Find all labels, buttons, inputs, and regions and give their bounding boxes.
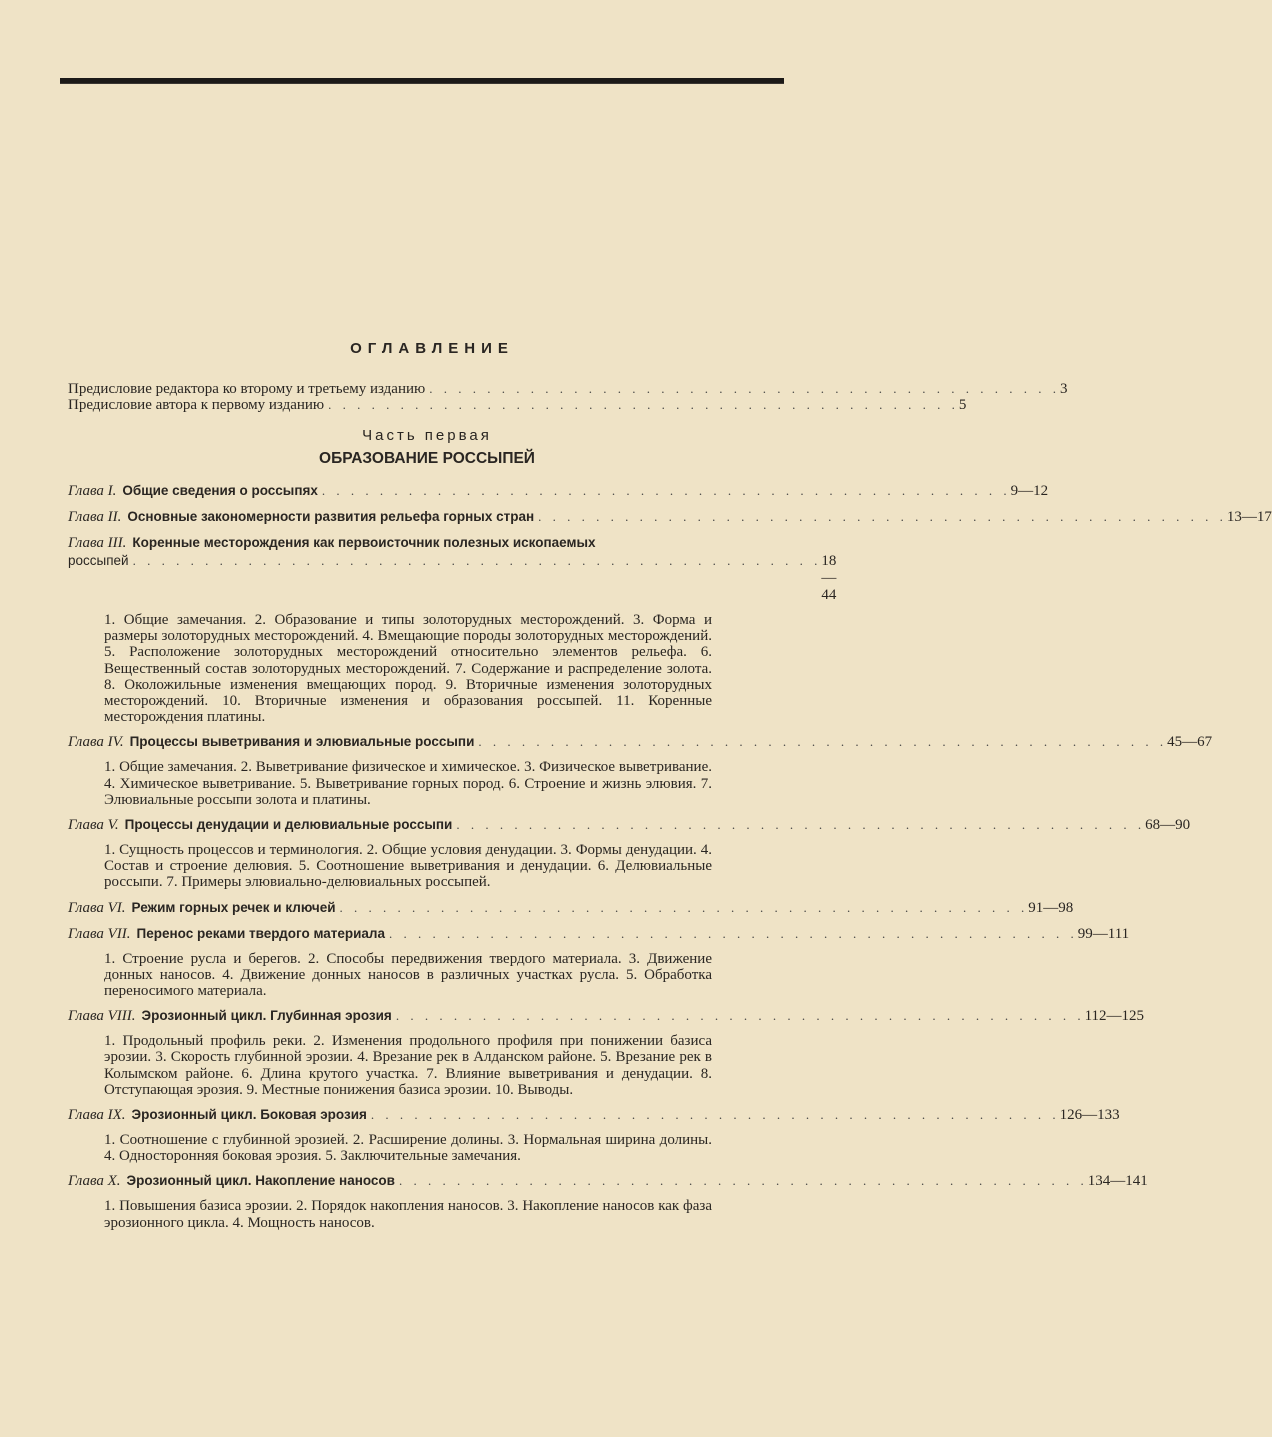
toc-item-title: Предисловие редактора ко второму и третьему изданию — [68, 381, 429, 397]
chapter-title: Эрозионный цикл. Накопление наносов — [126, 1173, 395, 1189]
leader-dots: . . . . . . . . . . . . . . . . . . . . . . . . . . . . . . . . . . . . . . . . . . . . . . . . — [321, 483, 1011, 498]
chapter-heading[interactable] — [68, 508, 1272, 526]
part-title: ОБРАЗОВАНИЕ РОССЫПЕЙ — [319, 450, 535, 467]
chapter-label: Глава IX. — [68, 1107, 126, 1124]
toc-item-page: 5 — [958, 397, 967, 413]
toc-item-page: 3 — [1059, 381, 1068, 397]
chapter-heading[interactable] — [68, 733, 1213, 751]
chapter-entry — [68, 508, 1272, 526]
chapter-label: Глава X. — [68, 1173, 121, 1190]
chapter-entry — [68, 899, 1074, 917]
leader-dots: . . . . . . . . . . . . . . . . . . . . . . . . . . . . . . . . . . . . . . . . . . . . . . . . — [132, 553, 822, 568]
leader-dots: . . . . . . . . . . . . . . . . . . . . . . . . . . . . . . . . . . . . . . . . . . . . — [328, 397, 959, 412]
leader-dots: . . . . . . . . . . . . . . . . . . . . . . . . . . . . . . . . . . . . . . . . . . . . . . . . — [395, 1008, 1085, 1024]
leader-dots: . . . . . . . . . . . . . . . . . . . . . . . . . . . . . . . . . . . . . . . . . . . . . . . . — [456, 817, 1146, 833]
chapter-heading[interactable] — [68, 534, 786, 552]
chapter-heading[interactable] — [68, 899, 1074, 917]
chapter-heading[interactable] — [68, 1106, 1120, 1124]
chapter-pages: 134—141 — [1087, 1173, 1148, 1190]
chapter-heading[interactable] — [68, 816, 1191, 834]
chapter-pages: 126—133 — [1059, 1107, 1120, 1124]
chapter-heading[interactable] — [68, 482, 1049, 500]
chapter-label: Глава VII. — [68, 925, 131, 942]
chapter-title: Процессы выветривания и элювиальные россыпи — [129, 734, 475, 750]
chapter-title: Процессы денудации и делювиальные россыпи — [124, 817, 453, 833]
leader-dots: . . . . . . . . . . . . . . . . . . . . . . . . . . . . . . . . . . . . . . . . . . . . . . . . — [339, 899, 1029, 915]
chapter-pages: 45—67 — [1167, 734, 1213, 751]
chapter-label: Глава V. — [68, 817, 119, 834]
chapter-entry — [68, 1172, 1148, 1231]
chapter-sections: 1. Строение русла и берегов. 2. Способы передвижения твердого материала. 3. Движение донных наносов. 4. Движение донных наносов в различных участках русла. 5. Обработка переносимого материала. — [104, 950, 712, 1000]
leader-dots: . . . . . . . . . . . . . . . . . . . . . . . . . . . . . . . . . . . . . . . . . . . . . . . . — [398, 1173, 1088, 1189]
chapter-label: Глава III. — [68, 535, 127, 551]
chapter-title: Режим горных речек и ключей — [131, 899, 336, 915]
leader-dots: . . . . . . . . . . . . . . . . . . . . . . . . . . . . . . . . . . . . . . . . . . . . — [429, 381, 1060, 396]
chapter-entry — [68, 534, 837, 726]
chapter-pages: 112—125 — [1084, 1008, 1145, 1025]
chapter-sections: 1. Повышения базиса эрозии. 2. Порядок накопления наносов. 3. Накопление наносов как фаза эрозионного цикла. 4. Мощность наносов. — [104, 1198, 712, 1231]
chapter-sections: 1. Общие замечания. 2. Образование и типы золоторудных месторождений. 3. Форма и размеры золоторудных месторождений. 4. Вмещающие породы золоторудных месторождений. 5. Расположение золоторудных месторождений относительно элементов рельефа. 6. Вещественный состав золоторудных месторождений. 7. Содержание и распределение золота. 8. Околожильные изменения вмещающих пород. 9. Вторичные изменения золоторудных месторождений. 10. Вторичные изменения и образования россыпей. 11. Коренные месторождения платины. — [104, 612, 712, 726]
chapter-heading[interactable] — [68, 925, 1130, 943]
chapter-entry — [68, 816, 1191, 891]
chapter-entry — [68, 733, 1213, 808]
chapter-entry — [68, 1007, 1145, 1098]
chapter-title: Коренные месторождения как первоисточник полезных ископаемых — [132, 535, 596, 550]
chapter-label: Глава VIII. — [68, 1008, 136, 1025]
toc-item-title: Предисловие автора к первому изданию — [68, 397, 328, 413]
leader-dots: . . . . . . . . . . . . . . . . . . . . . . . . . . . . . . . . . . . . . . . . . . . . . . . . — [370, 1107, 1060, 1123]
chapter-pages: 9—12 — [1010, 483, 1049, 499]
chapter-sections: 1. Соотношение с глубинной эрозией. 2. Расширение долины. 3. Нормальная ширина долины. 4. Односторонняя боковая эрозия. 5. Заключительные замечания. — [104, 1132, 712, 1165]
chapter-title-continued: россыпей — [68, 553, 129, 568]
leader-dots: . . . . . . . . . . . . . . . . . . . . . . . . . . . . . . . . . . . . . . . . . . . . . . . . — [478, 734, 1168, 750]
chapter-heading[interactable] — [68, 1007, 1145, 1025]
chapter-entry — [68, 482, 1049, 500]
chapter-label: Глава IV. — [68, 734, 124, 751]
chapter-sections: 1. Продольный профиль реки. 2. Изменения продольного профиля при понижении базиса эрозии. 3. Скорость глубинной эрозии. 4. Врезание рек в Алданском районе. 5. Врезание рек в Колымском районе. 6. Длина крутого участка. 7. Влияние выветривания и денудации. 8. Отступающая эрозия. 9. Местные понижения базиса эрозии. 10. Выводы. — [104, 1033, 712, 1098]
toc-front-item[interactable] — [68, 381, 1068, 397]
chapter-title: Перенос реками твердого материала — [136, 925, 386, 941]
chapter-title: Эрозионный цикл. Боковая эрозия — [131, 1107, 367, 1123]
toc-front-item[interactable] — [68, 397, 967, 413]
chapter-pages: 91—98 — [1028, 899, 1074, 916]
chapter-pages: 68—90 — [1145, 817, 1191, 834]
table-of-contents — [68, 340, 1272, 1231]
chapter-label: Глава II. — [68, 509, 122, 525]
chapter-title: Основные закономерности развития рельефа горных стран — [127, 509, 535, 524]
top-rule — [60, 78, 784, 84]
chapter-pages: 13—17 — [1226, 509, 1272, 525]
chapter-entry — [68, 1106, 1120, 1165]
chapter-sections: 1. Сущность процессов и терминология. 2. Общие условия денудации. 3. Формы денудации. 4. Состав и строение делювия. 5. Соотношение выветривания и денудации. 6. Делювиальные россыпи. 7. Примеры элювиально-делювиальных россыпей. — [104, 842, 712, 891]
chapter-title: Общие сведения о россыпях — [122, 483, 318, 498]
chapter-pages: 18—44 — [821, 553, 837, 603]
part-label: Часть первая — [362, 427, 492, 444]
chapter-label: Глава VI. — [68, 899, 126, 916]
leader-dots: . . . . . . . . . . . . . . . . . . . . . . . . . . . . . . . . . . . . . . . . . . . . . . . . — [538, 509, 1227, 524]
chapter-entry — [68, 925, 1130, 1000]
chapter-title: Эрозионный цикл. Глубинная эрозия — [141, 1008, 392, 1024]
page-title: ОГЛАВЛЕНИЕ — [350, 340, 514, 357]
chapter-list — [68, 482, 1272, 1231]
chapter-label: Глава I. — [68, 483, 117, 499]
chapter-sections: 1. Общие замечания. 2. Выветривание физическое и химическое. 3. Физическое выветривание. 4. Химическое выветривание. 5. Выветривание горных пород. 6. Строение и жизнь элювия. 7. Элювиальные россыпи золота и платины. — [104, 759, 712, 808]
chapter-heading[interactable] — [68, 1172, 1148, 1190]
chapter-pages: 99—111 — [1077, 925, 1130, 942]
leader-dots: . . . . . . . . . . . . . . . . . . . . . . . . . . . . . . . . . . . . . . . . . . . . . . . . — [389, 925, 1078, 941]
